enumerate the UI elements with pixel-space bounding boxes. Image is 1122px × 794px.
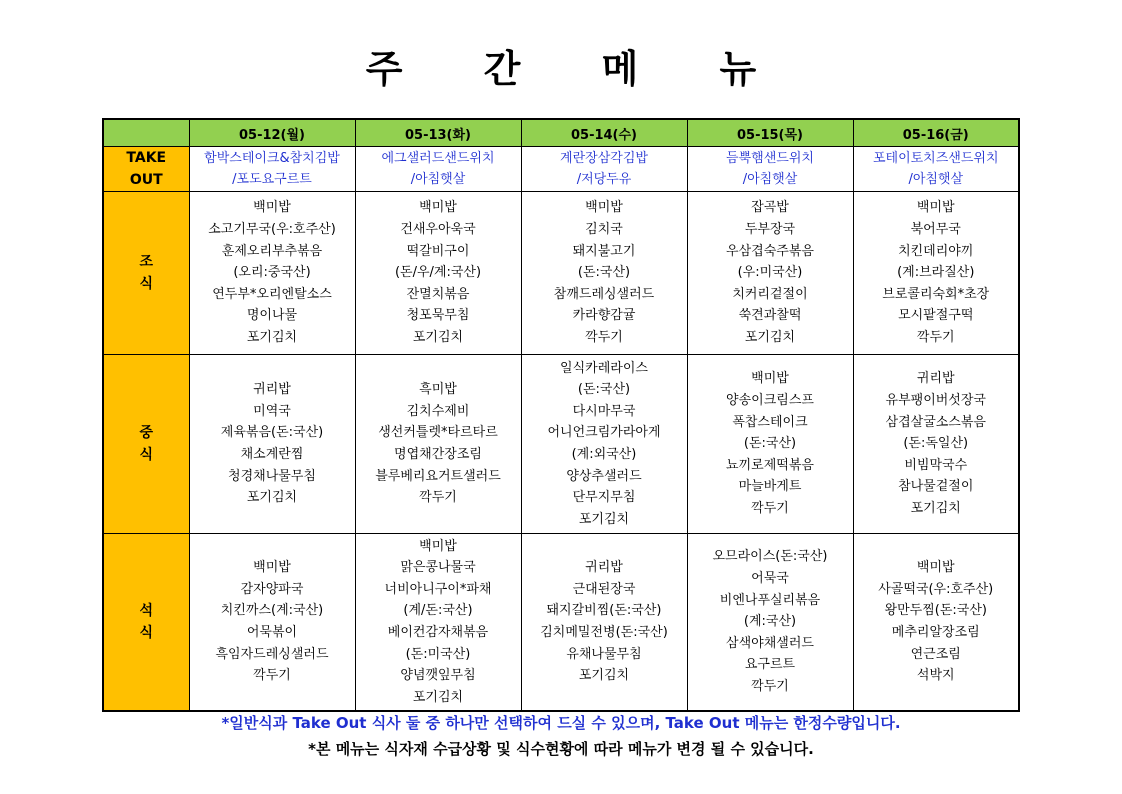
menu-item: 참나물겉절이 [898,479,974,495]
menu-item: 사골떡국(우:호주산) [878,581,994,597]
menu-item: 돼지갈비찜(돈:국산) [546,603,662,619]
menu-item: (우:미국산) [737,265,803,281]
menu-item: /포도요구르트 [232,172,312,187]
menu-item: /아침햇살 [742,172,798,187]
notice-takeout: *일반식과 Take Out 식사 둘 중 하나만 선택하여 드실 수 있으며, Take Out 메뉴는 한정수량입니다. [221,714,901,732]
menu-cell [687,355,853,534]
menu-item: 우삼겹숙주볶음 [726,243,814,259]
day-header: 05-16(금) [853,119,1019,147]
menu-item: 흑미밥 [419,382,457,398]
day-header: 05-12(월) [189,119,355,147]
takeout-row [103,147,1019,192]
day-header: 05-14(수) [521,119,687,147]
menu-item: 건새우아욱국 [400,222,476,238]
menu-cell [521,147,687,192]
menu-item: 포기김치 [246,490,298,506]
breakfast-row [103,192,1019,355]
menu-item: 단무지무침 [572,490,636,506]
menu-item: 두부장국 [744,222,796,238]
menu-item: 백미밥 [419,200,457,216]
menu-cell [687,534,853,712]
notice-menu-change: *본 메뉴는 식자재 수급상황 및 식수현황에 따라 메뉴가 변경 될 수 있습니다. [308,740,814,758]
menu-item: 어묵볶이 [246,625,298,640]
menu-item: (계:국산) [743,614,797,630]
menu-item: 참깨드레싱샐러드 [553,286,655,302]
menu-item: 블루베리요거트샐러드 [375,468,501,484]
menu-item: 포기김치 [246,329,298,345]
menu-item: 메추리알장조림 [891,625,980,640]
menu-item: 다시마무국 [572,403,636,419]
menu-item: 흑임자드레싱샐러드 [215,646,329,662]
menu-item: 쑥견과찰떡 [738,308,802,324]
menu-item: 깍두기 [585,329,623,345]
menu-cell [521,192,687,355]
menu-cell [189,534,355,712]
page-title: 주 간 메 뉴 [365,47,791,91]
takeout-label: TAKE OUT [103,147,189,192]
menu-item: 양송이크림스프 [726,393,814,409]
corner-cell [103,119,189,147]
menu-item: (계:브라질산) [897,265,975,281]
menu-item: 깍두기 [751,678,789,694]
menu-item: 연근조림 [910,646,961,662]
menu-item: 근대된장국 [572,581,636,597]
menu-item: 명엽채간장조림 [394,447,482,462]
lunch-label: 중 식 [103,355,189,534]
menu-item: 백미밥 [751,371,789,387]
menu-item: (돈:국산) [577,382,631,398]
menu-item: 김치국 [585,222,623,238]
menu-cell [355,192,521,355]
menu-item: 백미밥 [916,200,955,216]
menu-item: 생선커틀렛*타르타르 [378,425,498,441]
menu-item: 치킨까스(계:국산) [220,603,324,619]
dinner-row [103,534,1019,712]
menu-cell [687,147,853,192]
day-header: 05-15(목) [687,119,853,147]
menu-cell [687,192,853,355]
menu-item: 미역국 [253,403,291,419]
menu-item: 명이나물 [246,308,298,324]
menu-item: 폭찹스테이크 [732,414,808,430]
menu-item: 계란장삼각김밥 [560,151,648,166]
menu-item: (돈:미국산) [405,646,471,662]
menu-item: 에그샐러드샌드위치 [381,151,495,166]
menu-cell [355,355,521,534]
menu-item: 백미밥 [585,200,623,216]
menu-item: 깍두기 [751,500,789,516]
menu-item: 귀리밥 [585,560,623,576]
menu-item: 연두부*오리엔탈소스 [212,286,332,302]
menu-item: (계:외국산) [571,447,637,462]
menu-item: 포테이토치즈샌드위치 [872,151,999,166]
menu-item: 어니언크림가라아게 [547,425,661,441]
menu-item: 깍두기 [419,490,457,506]
menu-item: 모시팥절구떡 [898,308,974,324]
menu-cell [853,147,1019,192]
menu-item: 청경채나물무침 [228,468,316,484]
day-header: 05-13(화) [355,119,521,147]
menu-item: 일식카레라이스 [560,360,648,376]
menu-item: 삼색야채샐러드 [726,635,814,651]
menu-cell [355,534,521,712]
menu-item: 뇨끼로제떡볶음 [726,457,814,473]
menu-item: 듬뿍햄샌드위치 [726,151,814,166]
menu-item: (계/돈:국산) [403,603,473,619]
menu-item: (돈:국산) [577,265,631,281]
menu-item: 소고기무국(우:호주산) [208,222,336,238]
menu-item: 브로콜리숙회*초장 [882,286,990,302]
menu-item: 귀리밥 [253,382,291,398]
menu-item: 삼겹살굴소스볶음 [885,414,986,430]
menu-cell [853,534,1019,712]
menu-item: 감자양파국 [240,581,304,597]
menu-item: 비엔나푸실리볶음 [719,592,821,608]
menu-cell [521,534,687,712]
menu-item: 치커리겉절이 [732,286,808,302]
menu-item: 백미밥 [253,200,291,216]
menu-item: (돈:독일산) [903,436,969,452]
menu-item: 마늘바게트 [738,479,802,495]
menu-item: 김치메밀전병(돈:국산) [540,625,668,640]
menu-item: 석박지 [916,668,955,684]
menu-item: 떡갈비구이 [406,243,470,259]
menu-item: 백미밥 [419,538,457,554]
menu-item: 유부팽이버섯장국 [885,393,986,409]
menu-item: /아침햇살 [410,172,466,187]
menu-item: 포기김치 [578,511,630,527]
menu-item: 유채나물무침 [566,646,642,662]
menu-item: 비빔막국수 [904,457,968,473]
menu-item: 깍두기 [253,668,291,684]
menu-item: 치킨데리야끼 [898,243,974,259]
menu-cell [355,147,521,192]
menu-item: 잡곡밥 [751,200,789,216]
menu-item: 김치수제비 [406,403,470,419]
menu-item: 북어무국 [910,222,961,238]
menu-item: 포기김치 [412,689,464,705]
menu-item: 포기김치 [412,329,464,345]
menu-item: 오므라이스(돈:국산) [712,549,828,565]
menu-item: 채소계란찜 [240,447,304,462]
menu-item: 청포묵무침 [406,308,470,324]
menu-item: (오리:중국산) [233,265,311,281]
dinner-label: 석 식 [103,534,189,712]
menu-item: 포기김치 [744,329,796,345]
menu-cell [521,355,687,534]
menu-cell [853,192,1019,355]
menu-item: (돈:국산) [743,436,797,452]
menu-item: 훈제오리부추볶음 [221,243,323,259]
menu-cell [189,355,355,534]
menu-item: 맑은콩나물국 [400,560,476,576]
menu-item: 베이컨감자채볶음 [387,625,489,640]
menu-item: 포기김치 [578,668,630,684]
menu-item: (돈/우/계:국산) [394,265,482,281]
menu-cell [189,192,355,355]
menu-item: 너비아니구이*파채 [384,581,492,597]
menu-item: /아침햇살 [908,172,964,187]
menu-item: 제육볶음(돈:국산) [220,425,324,441]
menu-item: 요구르트 [744,657,796,673]
menu-item: 어묵국 [751,571,789,587]
menu-item: 왕만두찜(돈:국산) [884,603,987,619]
menu-item: 백미밥 [253,560,291,576]
menu-item: 백미밥 [916,560,955,576]
menu-cell [853,355,1019,534]
menu-item: 잔멸치볶음 [406,286,470,302]
menu-item: 카라향감귤 [572,308,636,324]
weekly-menu-table [102,118,1020,712]
menu-item: 함박스테이크&참치김밥 [204,151,340,166]
menu-item: 돼지불고기 [572,243,636,259]
menu-cell [189,147,355,192]
lunch-row [103,355,1019,534]
breakfast-label: 조 식 [103,192,189,355]
menu-item: 양상추샐러드 [566,468,642,484]
day-header-row [103,119,1019,147]
menu-item: 양념깻잎무침 [400,668,476,684]
menu-item: /저당두유 [576,172,632,187]
menu-item: 귀리밥 [916,371,955,387]
menu-item: 포기김치 [910,500,961,516]
menu-item: 깍두기 [916,329,955,345]
